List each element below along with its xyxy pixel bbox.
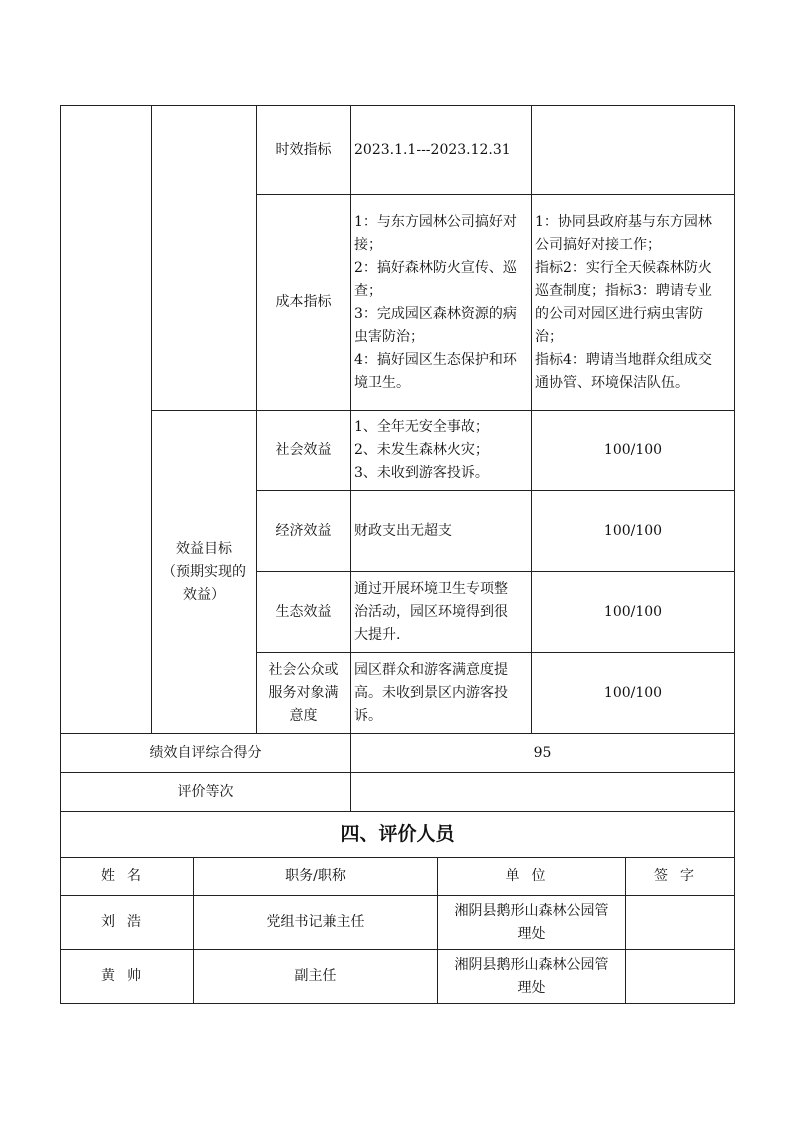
table-row xyxy=(61,896,735,950)
social-benefit-score: 100/100 xyxy=(532,411,735,491)
person-unit: 湘阴县鹅形山森林公园管 理处 xyxy=(438,950,626,1004)
person-signature xyxy=(626,950,735,1004)
header-title: 职务/职称 xyxy=(194,858,438,896)
cost-label: 成本指标 xyxy=(257,195,351,411)
person-signature xyxy=(626,896,735,950)
person-title: 副主任 xyxy=(194,950,438,1004)
person-unit: 湘阴县鹅形山森林公园管 理处 xyxy=(438,896,626,950)
timeliness-score xyxy=(532,106,735,195)
blank-category-col xyxy=(152,106,257,411)
ecological-benefit-content: 通过开展环境卫生专项整 治活动，园区环境得到很 大提升. xyxy=(351,572,532,653)
satisfaction-content: 园区群众和游客满意度提 高。未收到景区内游客投 诉。 xyxy=(351,653,532,734)
economic-benefit-content: 财政支出无超支 xyxy=(351,491,532,572)
ecological-benefit-label: 生态效益 xyxy=(257,572,351,653)
blank-first-col xyxy=(61,106,152,734)
ecological-benefit-score: 100/100 xyxy=(532,572,735,653)
economic-benefit-score: 100/100 xyxy=(532,491,735,572)
table-row xyxy=(61,950,735,1004)
header-signature: 签字 xyxy=(626,858,735,896)
grade-label: 评价等次 xyxy=(61,773,351,812)
timeliness-label: 时效指标 xyxy=(257,106,351,195)
total-score-value: 95 xyxy=(351,734,735,773)
timeliness-value: 2023.1.1---2023.12.31 xyxy=(351,106,532,195)
social-benefit-content: 1、全年无安全事故； 2、未发生森林火灾； 3、未收到游客投诉。 xyxy=(351,411,532,491)
total-score-label: 绩效自评综合得分 xyxy=(61,734,351,773)
benefit-category: 效益目标 （预期实现的 效益） xyxy=(152,411,257,734)
evaluator-table xyxy=(60,857,735,1004)
person-name: 黄帅 xyxy=(61,950,194,1004)
social-benefit-label: 社会效益 xyxy=(257,411,351,491)
cost-actual: 1：协同县政府基与东方园林 公司搞好对接工作； 指标2：实行全天候森林防火 巡查制度；指标3：聘请专业 的公司对园区进行病虫害防 治； 指标4：聘请当地群众组成交 通协管、环境保洁队伍。 xyxy=(532,195,735,411)
section-title: 四、评价人员 xyxy=(61,812,735,858)
satisfaction-label: 社会公众或 服务对象满 意度 xyxy=(257,653,351,734)
cost-content: 1：与东方园林公司搞好对 接； 2：搞好森林防火宣传、巡 查； 3：完成园区森林资源的病 虫害防治； 4：搞好园区生态保护和环 境卫生。 xyxy=(351,195,532,411)
grade-value xyxy=(351,773,735,812)
person-title: 党组书记兼主任 xyxy=(194,896,438,950)
satisfaction-score: 100/100 xyxy=(532,653,735,734)
person-name: 刘浩 xyxy=(61,896,194,950)
evaluation-table xyxy=(60,105,735,858)
header-unit: 单位 xyxy=(438,858,626,896)
header-name: 姓名 xyxy=(61,858,194,896)
economic-benefit-label: 经济效益 xyxy=(257,491,351,572)
